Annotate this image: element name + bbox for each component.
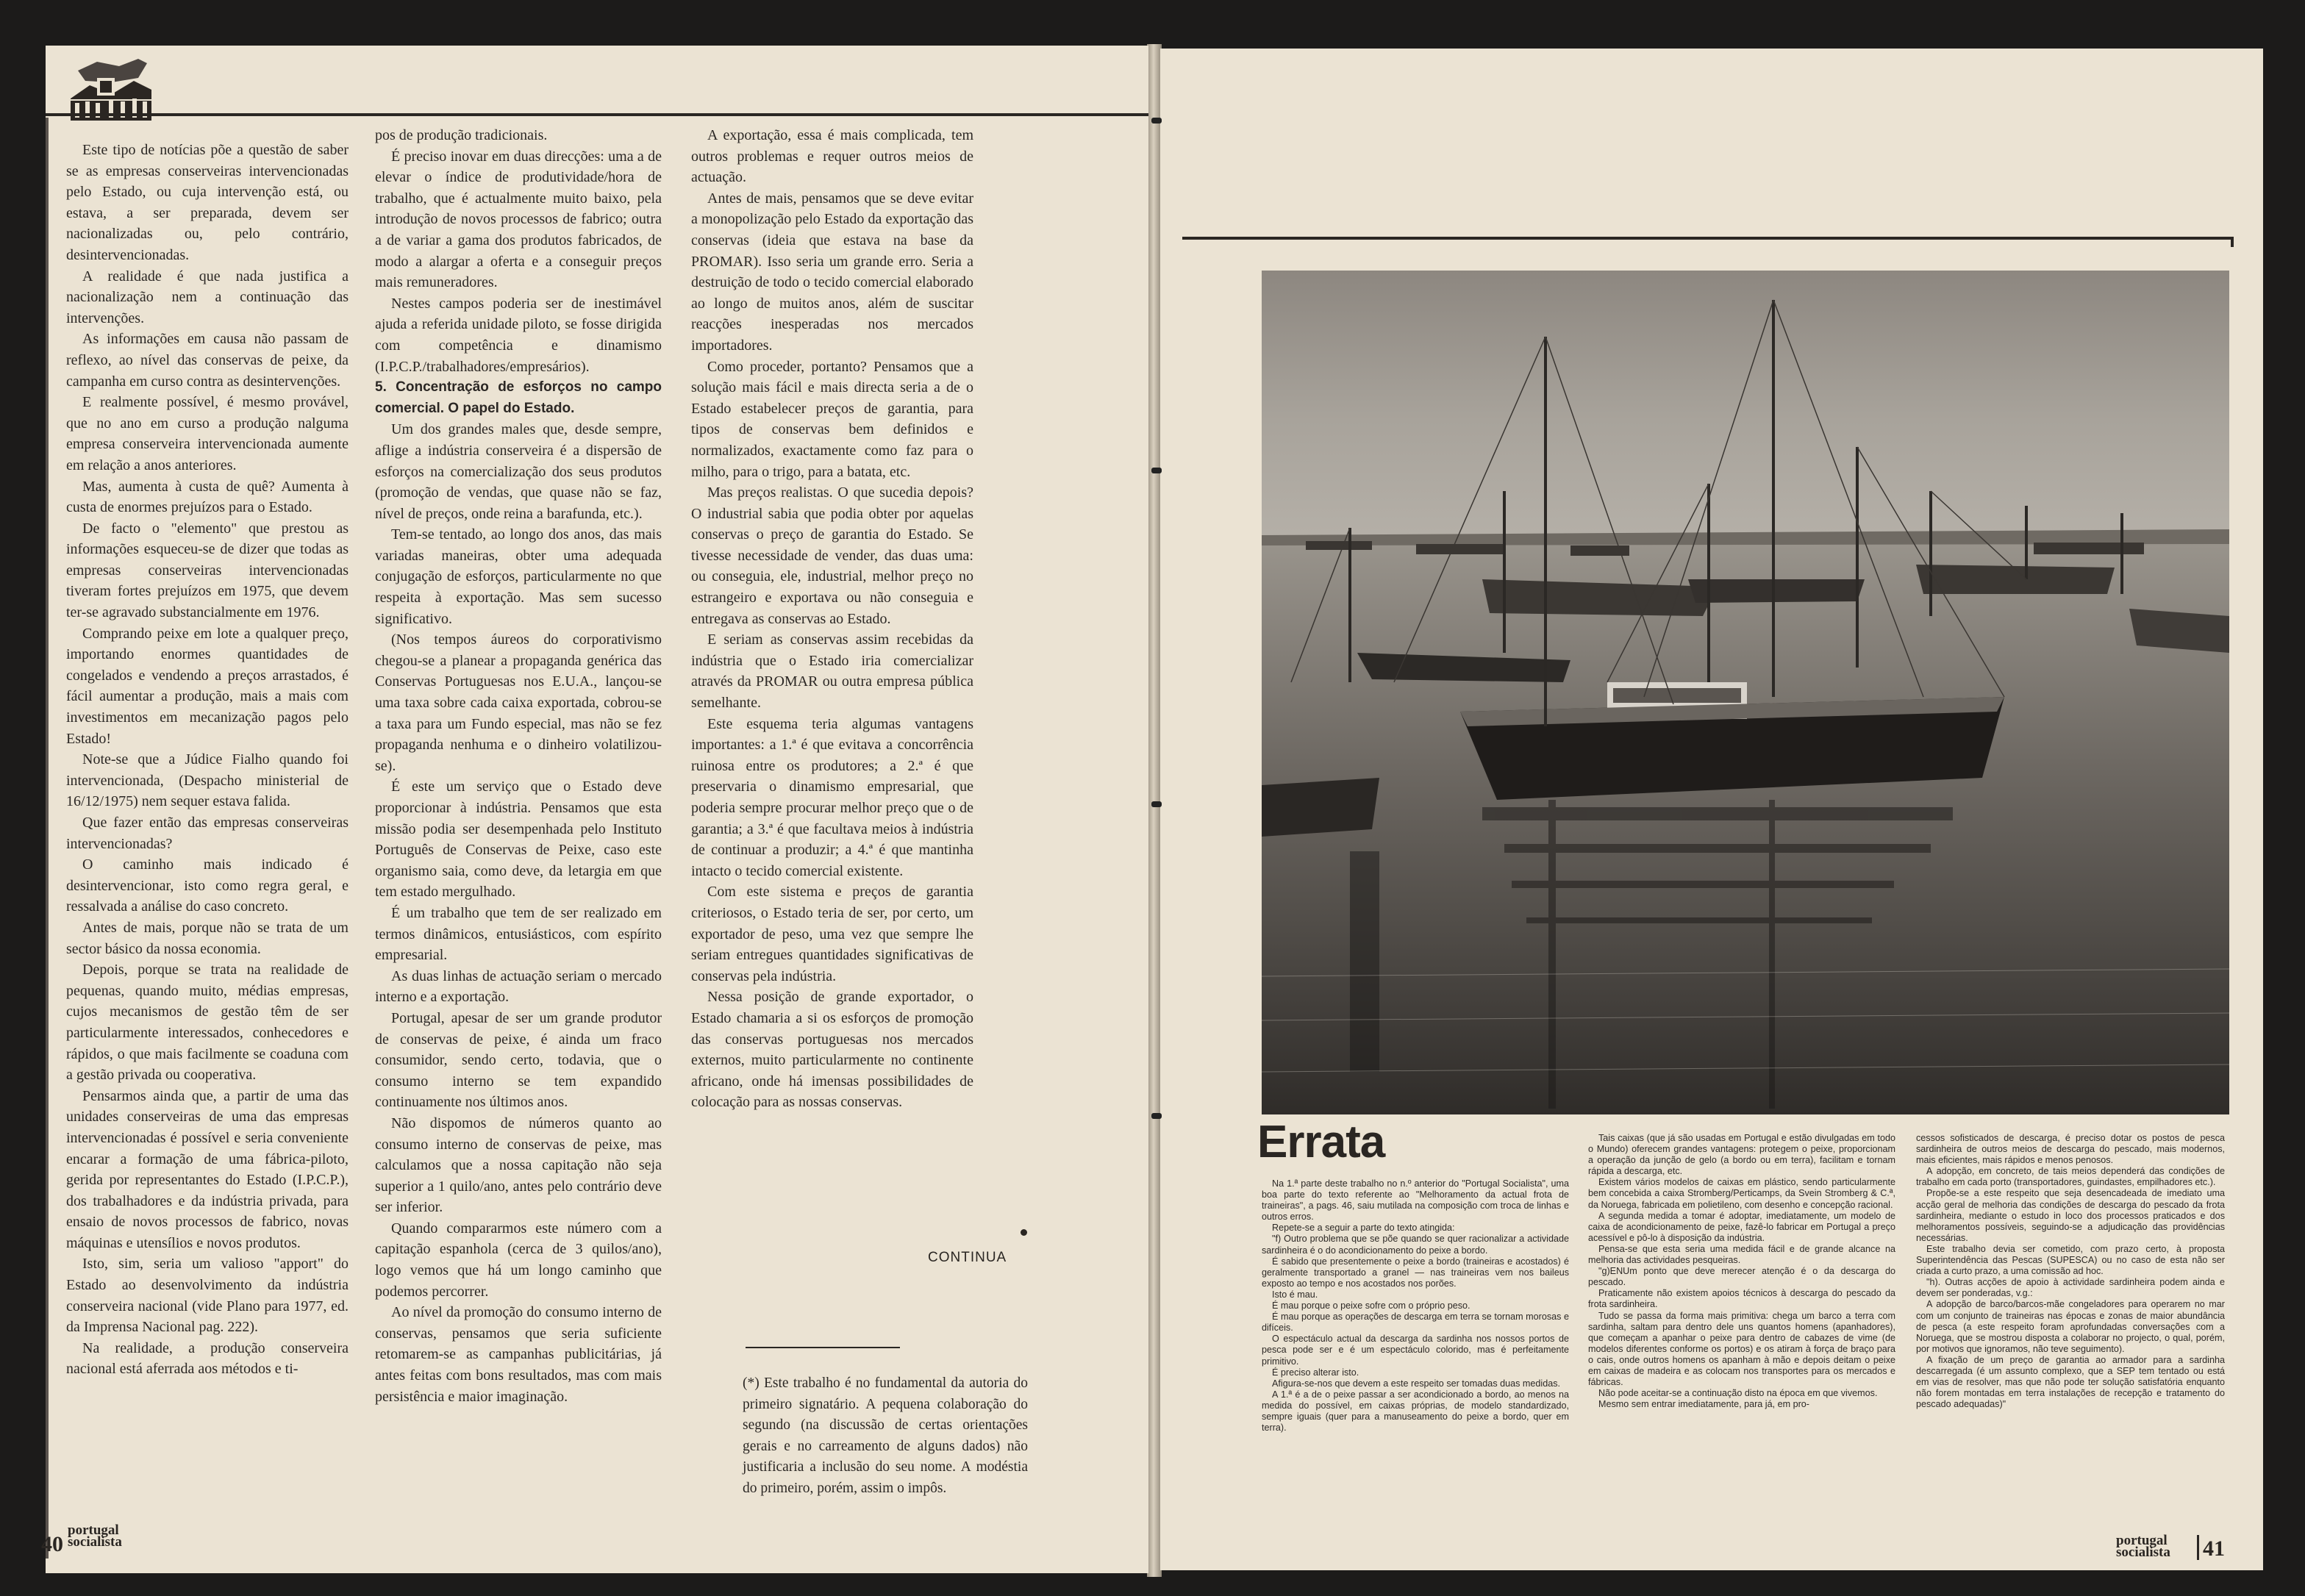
left-page <box>41 46 1148 1573</box>
paragraph: "g)ENUm ponto que deve merecer atenção é o da descarga do pescado. <box>1588 1266 1895 1288</box>
paragraph: Tem-se tentado, ao longo dos anos, das mais variadas maneiras, obter uma adequada conjugação de esforços, particularmente no que respeita à exportação. Mas sem sucesso significativo. <box>375 526 662 627</box>
header-rule-side <box>2231 237 2234 247</box>
paragraph: Isto, sim, seria um valioso "apport" do Estado ao desenvolvimento da indústria conserveira nacional (vide Plano para 1977, ed. da Imprensa Nacional pag. 222). <box>66 1256 349 1336</box>
paragraph: Repete-se a seguir a parte do texto atingida: <box>1272 1223 1455 1234</box>
paragraph: Mas preços realistas. O que sucedia depois? O industrial sabia que podia obter por aquelas conservas o preço de garantia do Estado. Se tivesse necessidade de vender, das duas uma: ou conseguia, ele, industrial, melhor preço no estrangeiro e exportava ou não conseguia e entregava as conservas ao Estado. <box>691 484 973 627</box>
paragraph: Comprando peixe em lote a qualquer preço, importando enormes quantidades de congelados e vendendo a preços arrastados, é fácil aumentar a produção, mais a mais com investimentos em mecanização pagos pelo Estado! <box>66 625 349 747</box>
paragraph: É preciso alterar isto. <box>1272 1367 1359 1378</box>
paragraph: Este tipo de notícias põe a questão de saber se as empresas conserveiras intervencionadas pelo Estado, ou cuja intervenção está, ou estava, a ser preparada, devem ser nacionalizadas ou, pelo contrário, desintervencionadas. <box>66 142 349 263</box>
paragraph: Não dispomos de números quanto ao consumo interno de conservas de peixe, mas calculamos que a nossa capitação não seja superior a 1 quilo/ano, antes pelo contrário deve ser inferior. <box>375 1114 662 1216</box>
errata-column-1 <box>1262 1178 1569 1434</box>
masthead-line-1: portugal <box>68 1522 119 1538</box>
paragraph: Mesmo sem entrar imediatamente, para já, em pro- <box>1598 1399 1809 1410</box>
paragraph: Pensarmos ainda que, a partir de uma das unidades conserveiras de uma das empresas intervencionadas é possível e seria conveniente encarar a formação de uma fábrica-piloto, gerida por representantes do Estado (I.P.C.P.), dos trabalhadores e da indústria privada, para ensaio de novos processos de fabrico, novas máquinas e utensílios e novos produtos. <box>66 1087 349 1251</box>
paragraph: É mau porque as operações de descarga em terra se tornam morosas e difíceis. <box>1262 1311 1569 1334</box>
paragraph: É preciso inovar em duas direcções: uma a de elevar o índice de produtividade/hora de trabalho, que é actualmente muito baixo, pela introdução de novos processos de fabrico; outra a de variar a gama dos produtos fabricados, de modo a alargar a oferta e a conseguir preços mais remuneradores. <box>375 148 662 291</box>
paragraph: cessos sofisticados de descarga, é preciso dotar os postos de pesca sardinheira de outros meios de descarga do pescado, mais modernos, mais eficientes, mais rápidos e menos penosos. <box>1916 1133 2225 1166</box>
paragraph: Não pode aceitar-se a continuação disto na época em que vivemos. <box>1598 1388 1878 1399</box>
paragraph: Note-se que a Júdice Fialho quando foi intervencionada, (Despacho ministerial de 16/12/1975) nem sequer estava falida. <box>66 751 349 810</box>
paragraph: O caminho mais indicado é desintervencionar, isto como regra geral, e ressalvada a análise do caso concreto. <box>66 856 349 915</box>
paragraph: As duas linhas de actuação seriam o mercado interno e a exportação. <box>375 967 662 1006</box>
paragraph: Antes de mais, pensamos que se deve evitar a monopolização pelo Estado da exportação das conservas (ideia que estava na base da PROMAR). Isso seria um grande erro. Seria a destruição de todo o tecido comercial elaborado ao longo de muitos anos, além de suscitar reacções inesperadas nos mercados importadores. <box>691 190 973 354</box>
paragraph: Quando compararmos este número com a capitação espanhola (cerca de 3 quilos/ano), logo vemos que há um longo caminho que podemos percorrer. <box>375 1220 662 1300</box>
masthead-line-2: socialista <box>2116 1545 2170 1560</box>
footnote-rule <box>746 1347 900 1348</box>
paragraph: É este um serviço que o Estado deve proporcionar à indústria. Pensamos que esta missão podia ser desempenhada pelo Instituto Português de Conservas de Peixe, caso este organismo saia, como deve, da letargia em que tem estado mergulhado. <box>375 779 662 901</box>
paragraph: É um trabalho que tem de ser realizado em termos dinâmicos, entusiásticos, com espírito empresarial. <box>375 904 662 964</box>
fishing-boats-image <box>1262 271 2229 1114</box>
paragraph: Tais caixas (que já são usadas em Portugal e estão divulgadas em todo o Mundo) oferecem grandes vantagens: protegem o peixe, proporcionam a operação da junção de gelo (a bordo ou em terra), facilitam e tornam rápida a descarga, etc. <box>1588 1133 1895 1177</box>
header-rule <box>1182 237 2234 240</box>
footnote <box>743 1373 1028 1500</box>
errata-column-2 <box>1588 1133 1895 1410</box>
paragraph: Mas, aumenta à custa de quê? Aumenta à custa de enormes prejuízos para o Estado. <box>66 478 349 516</box>
staple-bottom <box>1151 1113 1162 1119</box>
paragraph: É mau porque o peixe sofre com o próprio peso. <box>1272 1300 1470 1311</box>
header-rule <box>46 113 1148 116</box>
masthead-line-2: socialista <box>68 1534 122 1550</box>
harbour-photograph <box>1262 271 2229 1114</box>
paragraph: Portugal, apesar de ser um grande produtor de conservas de peixe, é ainda um fraco consumidor, sendo certo, todavia, que o consumo interno se tem expandido continuamente nos últimos anos. <box>375 1009 662 1111</box>
left-column-2 <box>375 125 662 1407</box>
paragraph: Ao nível da promoção do consumo interno de conservas, pensamos que seria suficiente retomarem-se as campanhas publicitárias, já antes feitas com bons resultados, mas com mais persistência e maior imaginação. <box>375 1304 662 1405</box>
paragraph: A exportação, essa é mais complicada, tem outros problemas e requer outros meios de actuação. <box>691 127 973 186</box>
masthead-logo <box>68 1522 122 1550</box>
paragraph: Nessa posição de grande exportador, o Estado chamaria a si os esforços de promoção das conservas portuguesas nos mercados externos, muito particularmente no continente africano, onde há imensas possibilidades de colocação para as nossas conservas. <box>691 989 973 1111</box>
paragraph: "f) Outro problema que se põe quando se quer racionalizar a actividade sardinheira é o do acondicionamento do peixe a bordo. <box>1262 1234 1569 1256</box>
paragraph: A realidade é que nada justifica a nacionalização nem a continuação das intervenções. <box>66 268 349 326</box>
footnote-text: (*) Este trabalho é no fundamental da autoria do primeiro signatário. A pequena colaboração do segundo (na discussão de certas orientações gerais e no carreamento de alguns dados) não justificaria a inclusão do seu nome. A modéstia do primeiro, porém, assim o impôs. <box>743 1375 1028 1496</box>
paragraph: A adopção, em concreto, de tais meios dependerá das condições de trabalho em cada porto (transportadores, guindastes, empilhadores etc.). <box>1916 1166 2225 1188</box>
column-gutter-rule <box>46 118 49 1559</box>
paragraph: A adopção de barco/barcos-mãe congeladores para operarem no mar com um conjunto de traineiras nas épocas e zonas de maior abundância de pesca (a este respeito foram aprofundadas conversações com a Noruega, que se mostrou disposta a colaborar no projecto, o qual, porém, por motivos que ignoramos, não teve seguimento). <box>1916 1299 2225 1354</box>
page-number: 40 <box>41 1532 63 1556</box>
page-number: 41 <box>2203 1536 2225 1561</box>
paragraph: Isto é mau. <box>1272 1289 1318 1300</box>
right-page <box>1160 49 2263 1570</box>
left-column-1 <box>66 140 349 1380</box>
errata-title: Errata <box>1257 1117 1385 1167</box>
paragraph: As informações em causa não passam de reflexo, ao nível das conservas de peixe, da campanha em curso contra as desintervenções. <box>66 331 349 390</box>
paragraph: E realmente possível, é mesmo provável, que no ano em curso a produção nalguma empresa conserveira intervencionada aumente em relação a anos anteriores. <box>66 394 349 473</box>
paragraph: A 1.ª é a de o peixe passar a ser acondicionado a bordo, ao menos na medida do possível, em caixas próprias, de modelo standardizado, sempre iguais (quer para a manuseamento do peixe a bordo, quer em terra). <box>1262 1389 1569 1434</box>
paragraph: (Nos tempos áureos do corporativismo chegou-se a planear a propaganda genérica das Conservas Portuguesas nos E.U.A., lançou-se uma taxa sobre cada caixa exportada, cobrou-se a taxa para um Fundo especial, mas não se fez propaganda nenhuma e o dinheiro volatilizou-se). <box>375 631 662 774</box>
continua-label: CONTINUA <box>928 1250 1007 1265</box>
paragraph: Um dos grandes males que, desde sempre, aflige a indústria conserveira é a dispersão de esforços na comercialização dos seus produtos (promoção de vendas, que quase não se faz, nível de preços, onde reina a barafunda, etc.). <box>375 421 662 522</box>
paragraph: Antes de mais, porque não se trata de um sector básico da nossa economia. <box>66 919 349 957</box>
paragraph: O espectáculo actual da descarga da sardinha nos nossos portos de pesca pode ser e é um espectáculo colorido, mas é perfeitamente primitivo. <box>1262 1334 1569 1367</box>
staple-top <box>1151 118 1162 124</box>
end-bullet-icon <box>1021 1229 1027 1236</box>
paragraph: A segunda medida a tomar é adoptar, imediatamente, um modelo de caixa de acondicionamento de peixe, fazê-lo fabricar em Portugal a preço acessível e pô-lo à disposição da indústria. <box>1588 1210 1895 1243</box>
paragraph: Praticamente não existem apoios técnicos à descarga do pescado da frota sardinheira. <box>1588 1288 1895 1310</box>
spine <box>1147 44 1162 1577</box>
errata-column-3 <box>1916 1133 2225 1410</box>
paragraph: "h). Outras acções de apoio à actividade sardinheira podem ainda e devem ser ponderadas, v.g.: <box>1916 1277 2225 1299</box>
paragraph: Existem vários modelos de caixas em plástico, sendo particularmente bem concebida a caixa Stromberg/Perticamps, da Svein Stromberg & C.ª, da Noruega, fabricada em polietileno, com desenho e concepção racional. <box>1588 1177 1895 1210</box>
paragraph: Com este sistema e preços de garantia criteriosos, o Estado teria de ser, por certo, um exportador de peso, uma vez que sempre lhe seriam entregues quantidades significativas de conservas pela indústria. <box>691 884 973 984</box>
paragraph: Depois, porque se trata na realidade de pequenas, quando muito, médias empresas, cujos mecanismos de gestão têm de ser particularmente interessados, conhecedores e rápidos, o que mais facilmente se coaduna com a gestão privada ou cooperativa. <box>66 962 349 1084</box>
paragraph: Este esquema teria algumas vantagens importantes: a 1.ª é que evitava a concorrência ruinosa entre os produtores; a 2.ª é que preservaria o dinamismo empresarial, que poderia sempre procurar melhor preço que o de garantia; a 3.ª é que facultava meios à indústria de continuar a produzir; a 4.ª é que mantinha intacto o tecido comercial existente. <box>691 715 973 879</box>
paragraph: Este trabalho devia ser cometido, com prazo certo, à proposta Superintendência das Pescas (SUPESCA) ou no caso de esta não ser criada a curto prazo, a uma comissão ad hoc. <box>1916 1243 2225 1277</box>
paragraph: É sabido que presentemente o peixe a bordo (traineiras e acostados) é geralmente transportado a granel — nas traineiras vem nos baileus exposto ao tempo e nos acostados nos porões. <box>1262 1256 1569 1289</box>
paragraph: Como proceder, portanto? Pensamos que a solução mais fácil e mais directa seria a de o Estado estabelecer preços de garantia, para tipos de conservas bem definidos e normalizados, exactamente como faz para o milho, para o trigo, para a batata, etc. <box>691 358 973 480</box>
paragraph: E seriam as conservas assim recebidas da indústria que o Estado iria comercializar através da PROMAR ou outra empresa pública semelhante. <box>691 631 973 712</box>
masthead-line-1: portugal <box>2116 1533 2168 1548</box>
paragraph: Pensa-se que esta seria uma medida fácil e de grande alcance na melhoria das actividades pesqueiras. <box>1588 1243 1895 1266</box>
paragraph: Nestes campos poderia ser de inestimável ajuda a referida unidade piloto, se fosse dirigida com competência e dinamismo (I.P.C.P./trabalhadores/empresários). <box>375 295 662 375</box>
paragraph: Propõe-se a este respeito que seja desencadeada de imediato uma acção geral de melhoria das condições de descarga do pescado da frota sardinheira, mediante o estudo in loco dos processos praticados e dos melhoramentos possíveis, seguindo-se a adjudicação das providências necessárias. <box>1916 1188 2225 1243</box>
staple-lower <box>1151 801 1162 807</box>
paragraph: De facto o "elemento" que prestou as informações esqueceu-se de dizer que todas as empresas conserveiras intervencionadas tiveram fortes prejuízos em 1975, que devem ter-se agravado substancialmente em 1976. <box>66 520 349 621</box>
paragraph: Na realidade, a produção conserveira nacional está aferrada aos métodos e ti- <box>66 1339 349 1378</box>
section-heading: 5. Concentração de esforços no campo comercial. O papel do Estado. <box>375 379 662 416</box>
staple-middle <box>1151 468 1162 473</box>
left-column-3 <box>691 125 973 1113</box>
masthead-logo <box>2116 1535 2170 1559</box>
paragraph: Na 1.ª parte deste trabalho no n.º anterior do "Portugal Socialista", uma boa parte do texto referente ao "Melhoramento da actual frota de traineiras", a pags. 46, saiu mutilada na composição com troca de linhas e outros erros. <box>1262 1178 1569 1223</box>
folio-divider <box>2197 1535 2199 1560</box>
paragraph: Que fazer então das empresas conserveiras intervencionadas? <box>66 815 349 852</box>
paragraph: pos de produção tradicionais. <box>375 127 548 143</box>
paragraph: Tudo se passa da forma mais primitiva: chega um barco a terra com sardinha, saltam para dentro dele uns quantos homens (apanhadores), que começam a apanhar o peixe para dentro de cabazes de vime (de modelos diferentes conforme os portos) e os atiram à força de braço para o cais, onde outros homens os apanham à mão e depois deitam o peixe em caixas de madeira e as colocam nos transportes para os mercados e fábricas. <box>1588 1310 1895 1388</box>
paragraph: Afigura-se-nos que devem a este respeito ser tomadas duas medidas. <box>1272 1378 1561 1389</box>
paragraph: A fixação de um preço de garantia ao armador para a sardinha descarregada (é um assunto complexo, que a SEP tem tentado ou está em vias de resolver, mas que não pode ter solução satisfatória enquanto não forem montadas em terra instalações de recepção e tratamento do pescado adequadas)" <box>1916 1354 2225 1410</box>
